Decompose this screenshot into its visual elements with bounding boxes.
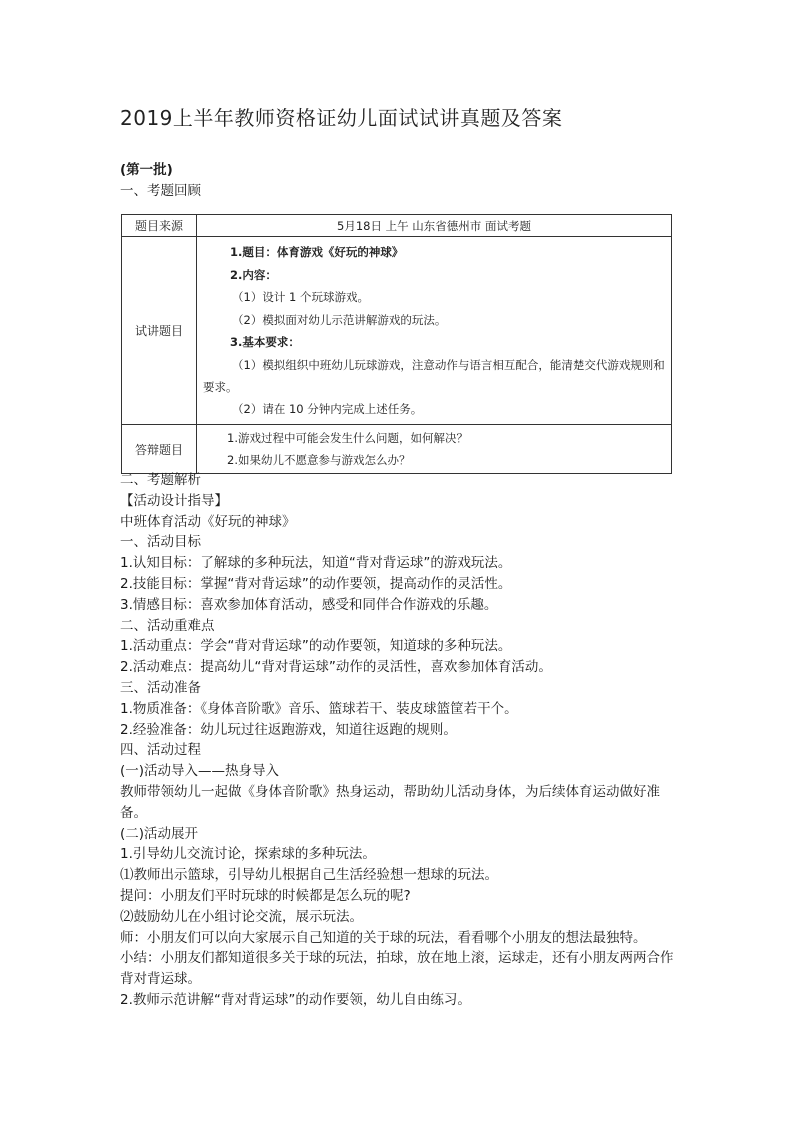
paragraph: 2.活动难点：提高幼儿“背对背运球”动作的灵活性，喜欢参加体育活动。	[120, 659, 552, 676]
topic-title-line: 1.题目：体育游戏《好玩的神球》	[230, 245, 404, 259]
paragraph: ⑴教师出示篮球，引导幼儿根据自己生活经验想一想球的玩法。	[120, 867, 498, 884]
section-heading: 三、活动准备	[120, 679, 201, 696]
defense-question: 2.如果幼儿不愿意参与游戏怎么办？	[227, 453, 411, 467]
defense-question: 1.游戏过程中可能会发生什么问题，如何解决？	[227, 431, 468, 445]
document-title: 2019上半年教师资格证幼儿面试试讲真题及答案	[120, 106, 563, 130]
table-row-topic	[122, 237, 672, 425]
paragraph: 1.认知目标：了解球的多种玩法，知道“背对背运球”的游戏玩法。	[120, 555, 512, 572]
source-label: 题目来源	[122, 215, 197, 237]
paragraph: ⑵鼓励幼儿在小组讨论交流，展示玩法。	[120, 908, 363, 925]
topic-content-item: （1）设计 1 个玩球游戏。	[232, 290, 369, 304]
paragraph: 1.物质准备：《身体音阶歌》音乐、篮球若干、装皮球篮筐若干个。	[120, 700, 518, 717]
topic-content-heading: 2.内容：	[230, 267, 277, 282]
section-heading-review: 一、考题回顾	[120, 183, 201, 199]
batch-label: (第一批)	[120, 162, 173, 178]
paragraph: 3.情感目标：喜欢参加体育活动，感受和同伴合作游戏的乐趣。	[120, 596, 498, 613]
subsection-heading: (一)活动导入——热身导入	[120, 763, 280, 780]
defense-label: 答辩题目	[122, 425, 197, 474]
paragraph: 提问：小朋友们平时玩球的时候都是怎么玩的呢?	[120, 887, 411, 904]
paragraph: 2.技能目标：掌握“背对背运球”的动作要领，提高动作的灵活性。	[120, 575, 512, 592]
table-row-defense	[122, 425, 672, 474]
topic-requirements-heading: 3.基本要求：	[230, 335, 300, 349]
section-heading: 二、活动重难点	[120, 617, 215, 634]
section-heading: 四、活动过程	[120, 742, 201, 759]
analysis-body	[120, 470, 680, 1011]
paragraph: 小结：小朋友们都知道很多关于球的玩法，拍球，放在地上滚，运球走，还有小朋友两两合作背对背运球。	[120, 950, 674, 988]
topic-content-item: （2）模拟面对幼儿示范讲解游戏的玩法。	[232, 312, 447, 327]
paragraph: 师：小朋友们可以向大家展示自己知道的关于球的玩法，看看哪个小朋友的想法最独特。	[120, 929, 647, 946]
paragraph: 1.活动重点：学会“背对背运球”的动作要领，知道球的多种玩法。	[120, 638, 512, 655]
section-heading: 二、考题解析	[120, 472, 201, 488]
paragraph: 2.经验准备：幼儿玩过往返跑游戏，知道往返跑的规则。	[120, 721, 457, 738]
subsection-heading: (二)活动展开	[120, 825, 199, 842]
topic-content	[197, 237, 672, 425]
section-heading: 一、活动目标	[120, 534, 201, 551]
paragraph: 2.教师示范讲解“背对背运球”的动作要领，幼儿自由练习。	[120, 991, 471, 1008]
subsection-heading: 【活动设计指导】	[120, 492, 228, 509]
topic-requirement-item: （1）模拟组织中班幼儿玩球游戏，注意动作与语言相互配合，能清楚交代游戏规则和要求。	[203, 357, 665, 394]
topic-requirement-item: （2）请在 10 分钟内完成上述任务。	[232, 401, 423, 416]
exam-question-table	[121, 214, 672, 474]
activity-title: 中班体育活动《好玩的神球》	[120, 513, 296, 530]
paragraph: 1.引导幼儿交流讨论，探索球的多种玩法。	[120, 846, 376, 863]
defense-content	[197, 425, 672, 474]
paragraph: 教师带领幼儿一起做《身体音阶歌》热身运动，帮助幼儿活动身体，为后续体育运动做好准备。	[120, 783, 660, 821]
topic-label: 试讲题目	[122, 237, 197, 425]
table-row-source	[122, 215, 672, 237]
source-value: 5月18日 上午 山东省德州市 面试考题	[197, 215, 672, 237]
